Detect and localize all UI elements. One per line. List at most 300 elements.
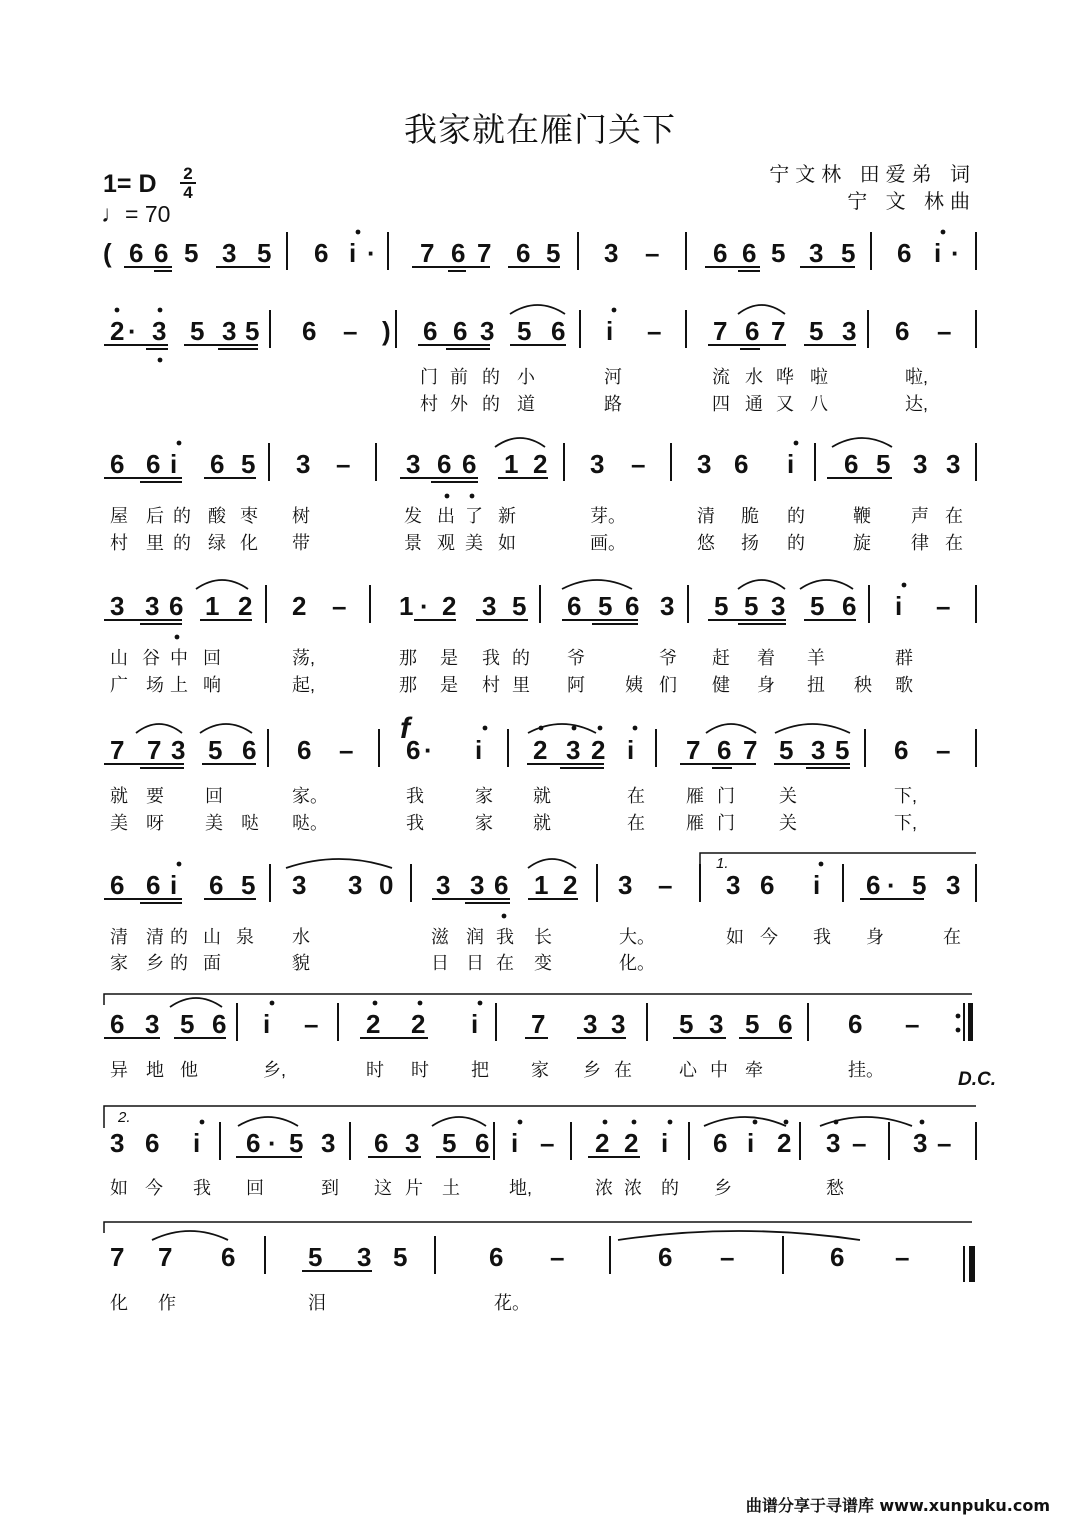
note-symbol: 0 (379, 870, 394, 900)
lyric-verse-2: 扭 (807, 675, 825, 695)
lyric-verse-1: 要 (146, 786, 164, 806)
note-symbol: 5 (208, 735, 223, 765)
octave-dot (572, 726, 577, 731)
lyric-verse-2: 观 (437, 533, 455, 553)
lyric-verse-2: 面 (203, 953, 221, 973)
lyric-verse-1: 门 (717, 786, 735, 806)
lyric-verse-2: 又 (776, 394, 794, 414)
note-symbol: 3 (482, 591, 497, 621)
slur-arc (775, 724, 850, 733)
lyric-verse-1: 我 (406, 786, 424, 806)
note-symbol: · (887, 870, 896, 900)
lyric-verse-1: 乡 (583, 1060, 601, 1080)
slur-arc (170, 998, 222, 1007)
lyric-verse-1: 中 (170, 648, 188, 668)
note-symbol: 3 (590, 449, 605, 479)
note-symbol: – (936, 735, 951, 765)
volta-bracket (104, 1222, 972, 1233)
note-symbol: i (627, 735, 635, 765)
lyric-verse-1: 羊 (807, 648, 825, 668)
note-symbol: 7 (686, 735, 701, 765)
note-symbol: 6 (451, 238, 466, 268)
lyric-verse-2: 上 (170, 675, 188, 695)
lyric-verse-1: 回 (205, 786, 223, 806)
note-symbol: 6 (494, 870, 509, 900)
note-symbol: 3 (222, 238, 237, 268)
note-symbol: 3 (152, 316, 167, 346)
lyric-verse-1: 酸 (208, 506, 226, 526)
note-symbol: 5 (442, 1128, 457, 1158)
lyric-verse-1: 地, (509, 1178, 533, 1198)
composer-credit: 宁 文 林曲 (847, 189, 976, 213)
lyric-verse-2: 起, (292, 675, 316, 695)
lyric-verse-1: 荡, (292, 648, 316, 668)
note-symbol: 6 (848, 1009, 863, 1039)
note-symbol: – (304, 1009, 319, 1039)
lyric-verse-2: 阿 (567, 675, 585, 695)
dynamic-forte: f (400, 712, 410, 745)
slur-arc (136, 724, 182, 733)
slur-arc (800, 580, 853, 589)
volta-bracket (104, 994, 972, 1005)
lyric-verse-1: 泪 (308, 1293, 326, 1313)
lyric-verse-1: 作 (158, 1293, 176, 1313)
octave-dot (668, 1120, 673, 1125)
note-symbol: 3 (145, 591, 160, 621)
note-symbol: i (170, 449, 178, 479)
note-symbol: 3 (357, 1242, 372, 1272)
note-symbol: – (550, 1242, 565, 1272)
lyric-verse-1: 大。 (619, 927, 655, 947)
lyric-verse-2: 的 (173, 533, 191, 553)
octave-dot (539, 726, 544, 731)
note-symbol: 6 (734, 449, 749, 479)
octave-dot (834, 1120, 839, 1125)
note-symbol: i (511, 1128, 519, 1158)
volta-bracket (700, 853, 976, 877)
lyric-verse-1: 脆 (741, 506, 759, 526)
note-symbol: 6 (297, 735, 312, 765)
note-symbol: – (720, 1242, 735, 1272)
slur-arc (286, 859, 392, 868)
lyric-verse-2: 扬 (741, 533, 759, 553)
lyric-verse-1: 回 (246, 1178, 264, 1198)
repeat-dot (956, 1014, 961, 1019)
lyric-verse-2: 里 (512, 675, 530, 695)
lyric-verse-2: 变 (534, 953, 552, 973)
note-symbol: · (268, 1128, 277, 1158)
lyric-verse-2: 是 (440, 675, 458, 695)
note-symbol: 6 (462, 449, 477, 479)
lyric-verse-1: 的 (512, 648, 530, 668)
note-symbol: 3 (726, 870, 741, 900)
lyric-verse-2: 就 (533, 813, 551, 833)
note-symbol: 7 (110, 1242, 125, 1272)
note-symbol: 6 (129, 238, 144, 268)
volta-2-label: 2. (118, 1109, 131, 1126)
note-symbol: 3 (604, 238, 619, 268)
lyric-verse-1: 山 (203, 927, 221, 947)
note-symbol: 5 (779, 735, 794, 765)
note-symbol: 5 (184, 238, 199, 268)
octave-dot (819, 862, 824, 867)
slur-arc (832, 438, 892, 447)
note-symbol: 1 (504, 449, 519, 479)
note-symbol: 5 (841, 238, 856, 268)
note-symbol: 6 (713, 1128, 728, 1158)
note-symbol: 6 (169, 591, 184, 621)
lyric-verse-2: 带 (292, 533, 310, 553)
note-symbol: 6 (110, 449, 125, 479)
lyric-verse-2: 四 (712, 394, 730, 414)
note-symbol: ( (103, 238, 112, 268)
lyric-verse-2: 化。 (619, 953, 655, 973)
lyric-verse-2: 门 (717, 813, 735, 833)
octave-dot (478, 1001, 483, 1006)
note-symbol: 6 (489, 1242, 504, 1272)
note-symbol: 3 (913, 1128, 928, 1158)
lyric-verse-1: 清 (697, 506, 715, 526)
lyric-verse-2: 村 (110, 533, 128, 553)
note-symbol: 5 (289, 1128, 304, 1158)
lyric-verse-2: 的 (170, 953, 188, 973)
note-symbol: 3 (222, 316, 237, 346)
note-symbol: 5 (308, 1242, 323, 1272)
lyric-verse-2: 通 (745, 394, 763, 414)
lyric-verse-2: 身 (757, 675, 775, 695)
lyric-verse-1: 河 (604, 367, 622, 387)
lyric-verse-2: 雁 (686, 813, 704, 833)
note-symbol: 7 (531, 1009, 546, 1039)
lyric-verse-1: 就 (110, 786, 128, 806)
score-marks (103, 238, 996, 1313)
lyric-verse-2: 美 (465, 533, 483, 553)
octave-dot (158, 308, 163, 313)
lyric-verse-1: 化 (110, 1293, 128, 1313)
note-symbol: 2 (533, 735, 548, 765)
lyric-verse-2: 广 (110, 675, 128, 695)
lyric-verse-1: 我 (193, 1178, 211, 1198)
note-symbol: – (343, 316, 358, 346)
slur-arc (152, 1231, 228, 1240)
note-symbol: i (747, 1128, 755, 1158)
note-symbol: 3 (171, 735, 186, 765)
note-symbol: 7 (743, 735, 758, 765)
lyric-verse-1: 着 (757, 648, 775, 668)
lyric-verse-1: 家 (531, 1060, 549, 1080)
note-symbol: – (647, 316, 662, 346)
lyric-verse-1: 时 (366, 1060, 384, 1080)
note-symbol: – (339, 735, 354, 765)
da-capo-marking: D.C. (958, 1069, 996, 1090)
lyric-verse-2: 秧 (854, 675, 872, 695)
lyric-verse-1: 爷 (659, 648, 677, 668)
lyric-verse-1: 在 (945, 506, 963, 526)
lyric-verse-2: 道 (517, 394, 535, 414)
lyric-verse-1: 浓 (595, 1178, 613, 1198)
slur-arc (738, 305, 785, 314)
note-symbol: 6 (866, 870, 881, 900)
lyric-verse-2: 村 (482, 675, 500, 695)
note-symbol: 3 (811, 735, 826, 765)
octave-dot (445, 494, 450, 499)
lyric-verse-1: 家 (475, 786, 493, 806)
note-symbol: 5 (835, 735, 850, 765)
lyric-verse-1: 赶 (712, 648, 730, 668)
octave-dot (373, 1001, 378, 1006)
lyricist-credit: 宁文林 田爱弟 词 (769, 162, 976, 186)
lyric-verse-1: 的 (482, 367, 500, 387)
note-symbol: – (645, 238, 660, 268)
note-symbol: 7 (420, 238, 435, 268)
lyric-verse-2: 呀 (146, 813, 164, 833)
note-symbol: 6 (658, 1242, 673, 1272)
note-symbol: 7 (713, 316, 728, 346)
note-symbol: 6 (302, 316, 317, 346)
octave-dot (632, 1120, 637, 1125)
lyric-verse-1: 门 (420, 367, 438, 387)
slur-arc (706, 724, 756, 733)
note-symbol: i (934, 238, 942, 268)
note-symbol: 3 (660, 591, 675, 621)
lyric-verse-1: 水 (292, 927, 310, 947)
key-signature: 1= D (103, 170, 157, 198)
lyric-verse-2: 绿 (208, 533, 226, 553)
note-symbol: 6 (423, 316, 438, 346)
note-symbol: 7 (477, 238, 492, 268)
lyric-verse-1: 雁 (686, 786, 704, 806)
note-symbol: · (424, 735, 433, 765)
slur-arc (238, 1117, 298, 1126)
octave-dot (177, 441, 182, 446)
lyric-verse-1: 长 (534, 927, 552, 947)
note-symbol: 6 (760, 870, 775, 900)
octave-dot (175, 635, 180, 640)
note-symbol: 2 (238, 591, 253, 621)
lyric-verse-1: 今 (760, 927, 778, 947)
slur-arc (432, 1117, 486, 1126)
lyric-verse-2: 貌 (292, 953, 310, 973)
lyric-verse-2: 的 (787, 533, 805, 553)
octave-dot (270, 1001, 275, 1006)
volta-bracket (104, 1106, 976, 1128)
footer-source: 曲谱分享于寻谱库 www.xunpuku.com (745, 1496, 1050, 1515)
lyric-verse-1: 爷 (567, 648, 585, 668)
note-symbol: 7 (147, 735, 162, 765)
lyric-verse-1: 如 (110, 1178, 128, 1198)
note-symbol: 5 (745, 1009, 760, 1039)
lyric-verse-1: 泉 (236, 927, 254, 947)
slur-arc (200, 724, 252, 733)
octave-dot (115, 308, 120, 313)
note-symbol: 6 (212, 1009, 227, 1039)
quarter-note-icon: ♩ (101, 201, 125, 228)
lyric-verse-1: 乡 (714, 1178, 732, 1198)
note-symbol: 6 (475, 1128, 490, 1158)
note-symbol: – (937, 316, 952, 346)
lyric-verse-2: 在 (496, 953, 514, 973)
lyric-verse-2: 美 (110, 813, 128, 833)
note-symbol: 7 (158, 1242, 173, 1272)
note-symbol: 3 (405, 1128, 420, 1158)
note-symbol: 6 (246, 1128, 261, 1158)
lyric-verse-1: 中 (710, 1060, 728, 1080)
note-symbol: 3 (946, 449, 961, 479)
lyric-verse-1: 了 (465, 506, 483, 526)
note-symbol: 6 (453, 316, 468, 346)
note-symbol: i (787, 449, 795, 479)
note-symbol: 6 (625, 591, 640, 621)
lyric-verse-2: 我 (406, 813, 424, 833)
octave-dot (603, 1120, 608, 1125)
octave-dot (470, 494, 475, 499)
note-symbol: 5 (876, 449, 891, 479)
lyric-verse-1: 身 (866, 927, 884, 947)
note-symbol: 5 (744, 591, 759, 621)
lyric-verse-1: 水 (745, 367, 763, 387)
octave-dot (784, 1120, 789, 1125)
note-symbol: 3 (618, 870, 633, 900)
note-symbol: 5 (771, 238, 786, 268)
lyric-verse-2: 家 (475, 813, 493, 833)
note-symbol: 3 (809, 238, 824, 268)
repeat-thick-line (968, 1003, 973, 1041)
note-symbol: – (937, 1128, 952, 1158)
lyric-verse-2: 哒 (241, 813, 259, 833)
lyric-verse-2: 如 (498, 533, 516, 553)
octave-dot (633, 726, 638, 731)
lyric-verse-1: 清 (110, 927, 128, 947)
lyric-verse-2: 日 (431, 953, 449, 973)
note-symbol: 5 (598, 591, 613, 621)
lyric-verse-1: 前 (450, 367, 468, 387)
lyric-verse-1: 的 (661, 1178, 679, 1198)
note-symbol: 3 (436, 870, 451, 900)
note-symbol: 2 (624, 1128, 639, 1158)
octave-dot (794, 441, 799, 446)
tempo-value: = 70 (125, 201, 171, 227)
repeat-dot (956, 1028, 961, 1033)
lyric-verse-1: 的 (787, 506, 805, 526)
note-symbol: 3 (292, 870, 307, 900)
lyric-verse-1: 树 (292, 506, 310, 526)
lyric-verse-1: 牵 (745, 1060, 763, 1080)
lyric-verse-2: 响 (203, 675, 221, 695)
note-symbol: 6 (842, 591, 857, 621)
lyric-verse-1: 挂。 (848, 1060, 884, 1080)
note-symbol: 6 (209, 870, 224, 900)
note-symbol: · (951, 238, 960, 268)
lyric-verse-2: 健 (712, 675, 730, 695)
lyric-verse-1: 下, (894, 786, 918, 806)
lyric-verse-1: 是 (440, 648, 458, 668)
slur-arc (704, 1117, 786, 1126)
note-symbol: 5 (912, 870, 927, 900)
note-symbol: 2 (563, 870, 578, 900)
note-symbol: – (852, 1128, 867, 1158)
lyric-verse-2: 达, (905, 394, 929, 414)
note-symbol: 7 (110, 735, 125, 765)
lyric-verse-1: 异 (110, 1060, 128, 1080)
note-symbol: i (813, 870, 821, 900)
note-symbol: 3 (406, 449, 421, 479)
lyric-verse-2: 日 (466, 953, 484, 973)
note-symbol: i (349, 238, 357, 268)
octave-dot (200, 1120, 205, 1125)
lyric-verse-1: 今 (145, 1178, 163, 1198)
lyric-verse-1: 谷 (142, 648, 160, 668)
note-symbol: 3 (321, 1128, 336, 1158)
slur-arc (738, 580, 785, 589)
note-symbol: i (193, 1128, 201, 1158)
octave-dot (177, 862, 182, 867)
note-symbol: 3 (826, 1128, 841, 1158)
lyric-verse-2: 旋 (853, 533, 871, 553)
note-symbol: 3 (697, 449, 712, 479)
note-symbol: 5 (241, 870, 256, 900)
time-signature-upper: 2 (183, 164, 193, 183)
note-symbol: 3 (348, 870, 363, 900)
lyric-verse-1: 地 (146, 1060, 164, 1080)
lyric-verse-2: 姨 (625, 675, 643, 695)
lyric-verse-2: 景 (404, 533, 422, 553)
lyric-verse-2: 里 (146, 533, 164, 553)
note-symbol: 1 (205, 591, 220, 621)
note-symbol: 3 (709, 1009, 724, 1039)
lyric-verse-2: 在 (945, 533, 963, 553)
octave-dot (753, 1120, 758, 1125)
octave-dot (920, 1120, 925, 1125)
note-symbol: 3 (470, 870, 485, 900)
note-symbol: 3 (946, 870, 961, 900)
lyric-verse-1: 在 (943, 927, 961, 947)
octave-dot (598, 726, 603, 731)
slur-arc (618, 1231, 860, 1240)
note-symbol: 3 (110, 1128, 125, 1158)
note-symbol: 3 (480, 316, 495, 346)
note-symbol: 2 (366, 1009, 381, 1039)
lyric-verse-1: 时 (411, 1060, 429, 1080)
lyric-verse-1: 的 (170, 927, 188, 947)
lyric-verse-1: 就 (533, 786, 551, 806)
note-symbol: 2 (777, 1128, 792, 1158)
note-symbol: 5 (512, 591, 527, 621)
note-symbol: · (128, 316, 137, 346)
octave-dot (502, 914, 507, 919)
note-symbol: 6 (516, 238, 531, 268)
note-symbol: 2 (442, 591, 457, 621)
lyric-verse-2: 下, (894, 813, 918, 833)
slur-arc (196, 580, 248, 589)
note-symbol: · (367, 238, 376, 268)
octave-dot (356, 230, 361, 235)
note-symbol: – (895, 1242, 910, 1272)
note-symbol: 6 (406, 735, 421, 765)
octave-dot (483, 726, 488, 731)
note-symbol: 6 (897, 238, 912, 268)
octave-dot (902, 583, 907, 588)
note-symbol: 6 (154, 238, 169, 268)
note-symbol: 6 (844, 449, 859, 479)
lyric-verse-1: 他 (180, 1060, 198, 1080)
lyric-verse-1: 我 (496, 927, 514, 947)
note-symbol: 5 (180, 1009, 195, 1039)
lyric-verse-1: 小 (517, 367, 535, 387)
lyric-verse-1: 芽。 (590, 506, 626, 526)
octave-dot (418, 1001, 423, 1006)
lyric-verse-2: 在 (627, 813, 645, 833)
slur-arc (528, 859, 576, 868)
